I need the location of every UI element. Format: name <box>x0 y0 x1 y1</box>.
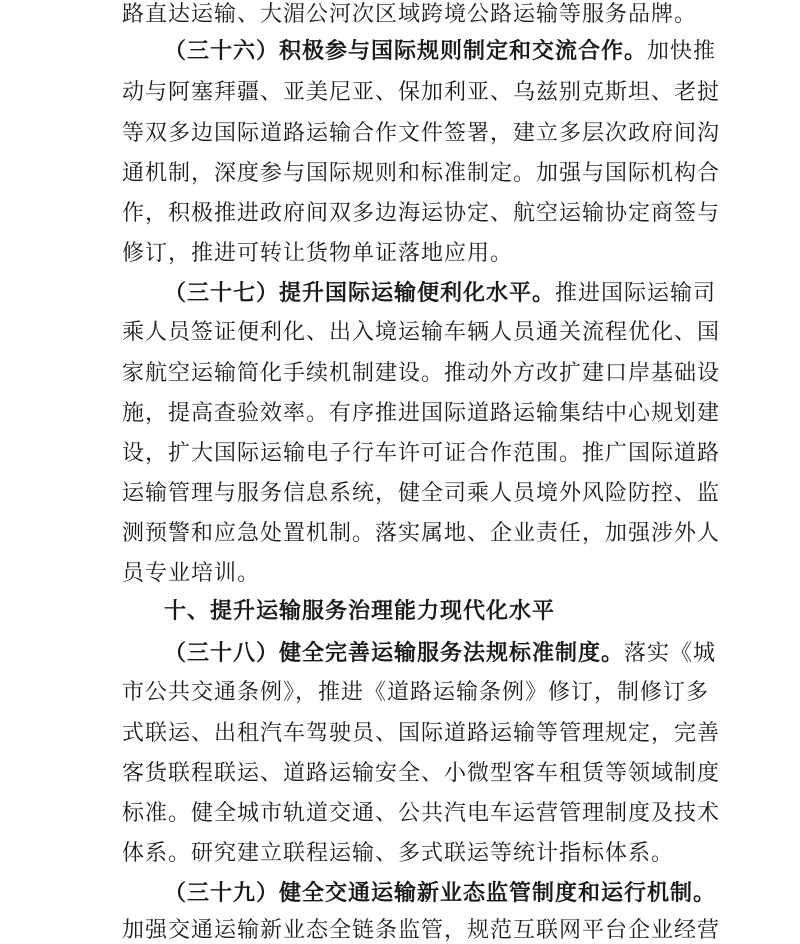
paragraph-line: 市公共交通条例》，推进《道路运输条例》修订，制修订多 <box>122 680 710 705</box>
paragraph-first-line <box>164 880 717 907</box>
paragraph-line: 路直达运输、大湄公河次区域跨境公路运输等服务品牌。 <box>122 2 698 27</box>
paragraph-line: 体系。研究建立联程运输、多式联运等统计指标体系。 <box>122 841 675 866</box>
paragraph-text: 落实《城 <box>624 641 717 666</box>
paragraph-line: 员专业培训。 <box>122 561 261 586</box>
paragraph-line: 等双多边国际道路运输合作文件签署，建立多层次政府间沟 <box>122 121 721 146</box>
paragraph-text: 推进国际运输司 <box>555 281 717 306</box>
paragraph-line: 动与阿塞拜疆、亚美尼亚、保加利亚、乌兹别克斯坦、老挝 <box>122 80 721 105</box>
clause-title-36: （三十六）积极参与国际规则制定和交流合作。 <box>164 38 648 64</box>
clause-title-37: （三十七）提升国际运输便利化水平。 <box>164 280 556 306</box>
paragraph-line: 设，扩大国际运输电子行车许可证合作范围。推广国际道路 <box>122 441 721 466</box>
paragraph-line: 运输管理与服务信息系统，健全司乘人员境外风险防控、监 <box>122 481 721 506</box>
paragraph-line: 加强交通运输新业态全链条监管，规范互联网平台企业经营 <box>122 918 721 943</box>
paragraph-line: 施，提高查验效率。有序推进国际道路运输集结中心规划建 <box>122 401 721 426</box>
clause-title-39: （三十九）健全交通运输新业态监管制度和运行机制。 <box>164 880 717 906</box>
paragraph-line: 作，积极推进政府间双多边海运协定、航空运输协定商签与 <box>122 201 721 226</box>
paragraph-line: 式联运、出租汽车驾驶员、国际道路运输等管理规定，完善 <box>122 721 721 746</box>
section-heading: 十、提升运输服务治理能力现代化水平 <box>164 599 556 624</box>
paragraph-line: 标准。健全城市轨道交通、公共汽电车运营管理制度及技术 <box>122 801 721 826</box>
paragraph-text: 加快推 <box>647 39 717 64</box>
paragraph-line: 通机制，深度参与国际规则和标准制定。加强与国际机构合 <box>122 161 721 186</box>
paragraph-line: 家航空运输简化手续机制建设。推动外方改扩建口岸基础设 <box>122 361 721 386</box>
clause-title-38: （三十八）健全完善运输服务法规标准制度。 <box>164 640 625 666</box>
paragraph-line: 客货联程联运、道路运输安全、小微型客车租赁等领域制度 <box>122 761 721 786</box>
paragraph-line: 测预警和应急处置机制。落实属地、企业责任，加强涉外人 <box>122 521 721 546</box>
paragraph-first-line <box>164 280 717 307</box>
paragraph-line: 修订，推进可转让货物单证落地应用。 <box>122 241 514 266</box>
paragraph-first-line <box>164 38 717 65</box>
paragraph-first-line <box>164 640 717 667</box>
paragraph-line: 乘人员签证便利化、出入境运输车辆人员通关流程优化、国 <box>122 320 721 345</box>
